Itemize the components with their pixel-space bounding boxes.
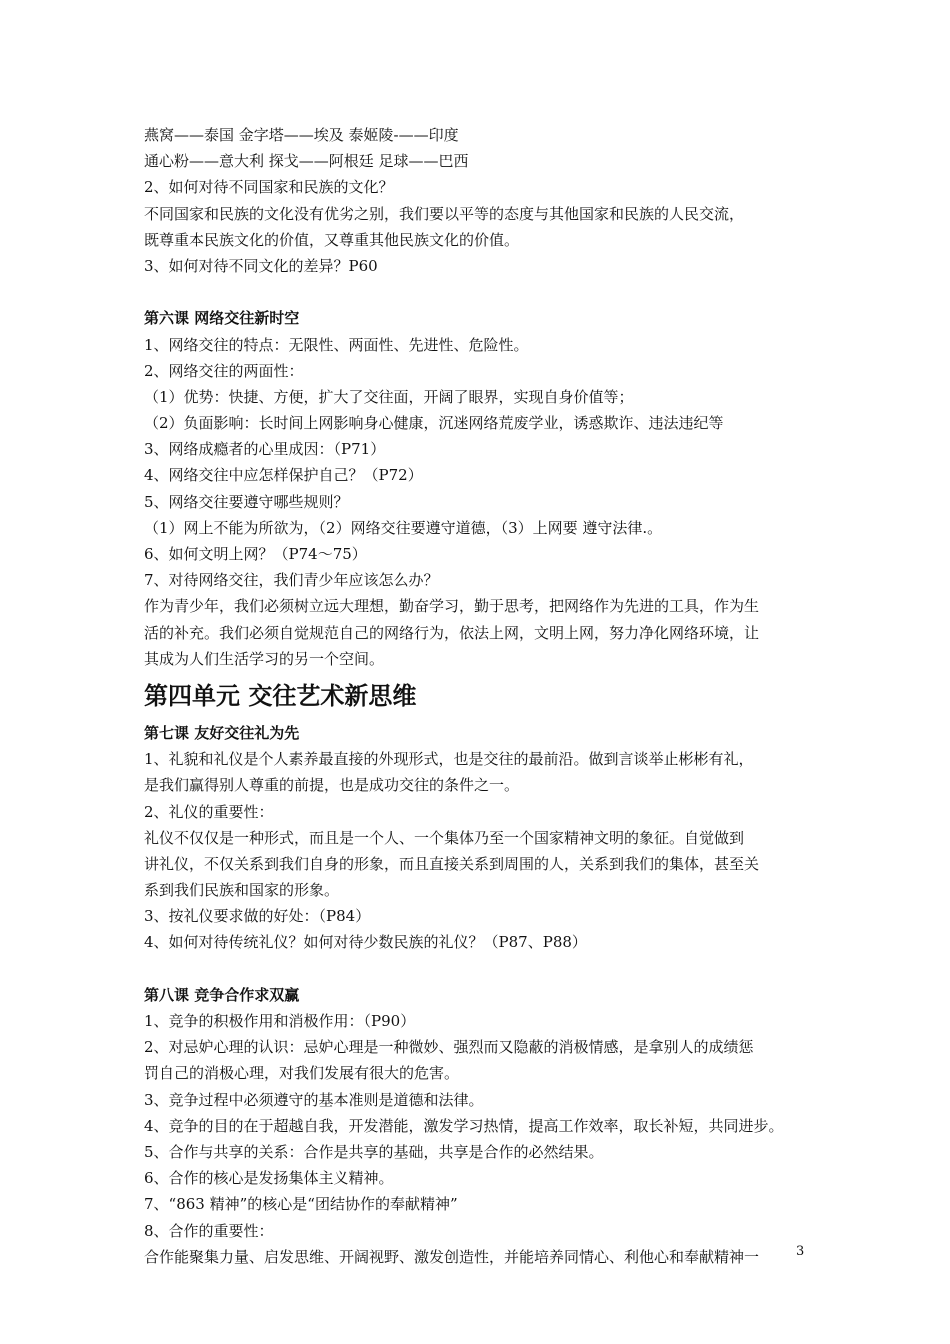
text-line: 2、礼仪的重要性： (144, 802, 274, 821)
page-number: 3 (796, 1244, 805, 1259)
text-line: 作为青少年，我们必须树立远大理想，勤奋学习，勤于思考，把网络作为先进的工具，作为生 (144, 597, 760, 616)
text-line: 4、竞争的目的在于超越自我，开发潜能，激发学习热情，提高工作效率，取长补短，共同进步。 (144, 1116, 784, 1135)
blank-line (144, 279, 816, 305)
text-line: 3、网络成瘾者的心里成因：（P71） (144, 440, 386, 459)
text-line: 1、竞争的积极作用和消极作用：（P90） (144, 1012, 416, 1030)
text-line: 活的补充。我们必须自觉规范自己的网络行为，依法上网，文明上网，努力净化网络环境，让 (144, 623, 760, 642)
text-line: 其成为人们生活学习的另一个空间。 (144, 649, 385, 668)
text-line: 6、如何文明上网？（P74～75） (144, 545, 367, 563)
lesson-heading: 第七课 友好交往礼为先 (144, 723, 300, 742)
text-line: 3、按礼仪要求做的好处：（P84） (144, 907, 371, 926)
text-line: 7、“863 精神”的核心是“团结协作的奉献精神” (144, 1195, 458, 1214)
text-line: 合作能聚集力量、启发思维、开阔视野、激发创造性，并能培养同情心、利他心和奉献精神一 (144, 1247, 760, 1266)
text-line: 2、网络交往的两面性： (144, 361, 304, 380)
text-line: （1）网上不能为所欲为，（2）网络交往要遵守道德，（3）上网要 遵守法律.。 (144, 518, 663, 537)
text-line: 5、合作与共享的关系：合作是共享的基础，共享是合作的必然结果。 (144, 1142, 604, 1161)
text-line: 7、对待网络交往，我们青少年应该怎么办？ (144, 571, 439, 590)
lesson-heading: 第八课 竞争合作求双赢 (144, 985, 300, 1004)
text-line: 6、合作的核心是发扬集体主义精神。 (144, 1169, 394, 1188)
text-line: 通心粉——意大利 探戈——阿根廷 足球——巴西 (144, 152, 469, 171)
text-line: 1、网络交往的特点：无限性、两面性、先进性、危险性。 (144, 335, 529, 354)
text-line: 燕窝——泰国 金字塔——埃及 泰姬陵-——印度 (144, 126, 459, 144)
unit-heading: 第四单元 交往艺术新思维 (144, 681, 417, 710)
text-line: 3、竞争过程中必须遵守的基本准则是道德和法律。 (144, 1090, 484, 1109)
text-line: 2、如何对待不同国家和民族的文化？ (144, 178, 394, 197)
text-line: （1）优势：快捷、方便，扩大了交往面，开阔了眼界，实现自身价值等； (144, 387, 634, 406)
text-line: 4、网络交往中应怎样保护自己？（P72） (144, 466, 423, 485)
text-line: 既尊重本民族文化的价值，又尊重其他民族文化的价值。 (144, 230, 520, 249)
text-line: 4、如何对待传统礼仪？如何对待少数民族的礼仪？（P87、P88） (144, 933, 587, 952)
text-line: 8、合作的重要性： (144, 1221, 274, 1240)
blank-line (144, 956, 816, 982)
text-line: 是我们赢得别人尊重的前提，也是成功交往的条件之一。 (144, 776, 520, 795)
text-line: 5、网络交往要遵守哪些规则？ (144, 492, 349, 511)
text-line: 讲礼仪，不仅关系到我们自身的形象，而且直接关系到周围的人，关系到我们的集体，甚至关 (144, 854, 760, 873)
document-body (144, 122, 816, 1270)
text-line: 不同国家和民族的文化没有优劣之别，我们要以平等的态度与其他国家和民族的人民交流， (144, 204, 745, 223)
text-line: 1、礼貌和礼仪是个人素养最直接的外现形式，也是交往的最前沿。做到言谈举止彬彬有礼， (144, 750, 754, 769)
text-line: 罚自己的消极心理，对我们发展有很大的危害。 (144, 1064, 460, 1083)
text-line: 3、如何对待不同文化的差异？P60 (144, 256, 378, 275)
text-line: 礼仪不仅仅是一种形式，而且是一个人、一个集体乃至一个国家精神文明的象征。自觉做到 (144, 828, 745, 847)
text-line: 系到我们民族和国家的形象。 (144, 881, 340, 900)
text-line: 2、对忌妒心理的认识：忌妒心理是一种微妙、强烈而又隐蔽的消极情感，是拿别人的成绩惩 (144, 1038, 754, 1057)
lesson-heading: 第六课 网络交往新时空 (144, 309, 300, 328)
text-line: （2）负面影响：长时间上网影响身心健康，沉迷网络荒废学业，诱惑欺诈、违法违纪等 (144, 414, 724, 433)
